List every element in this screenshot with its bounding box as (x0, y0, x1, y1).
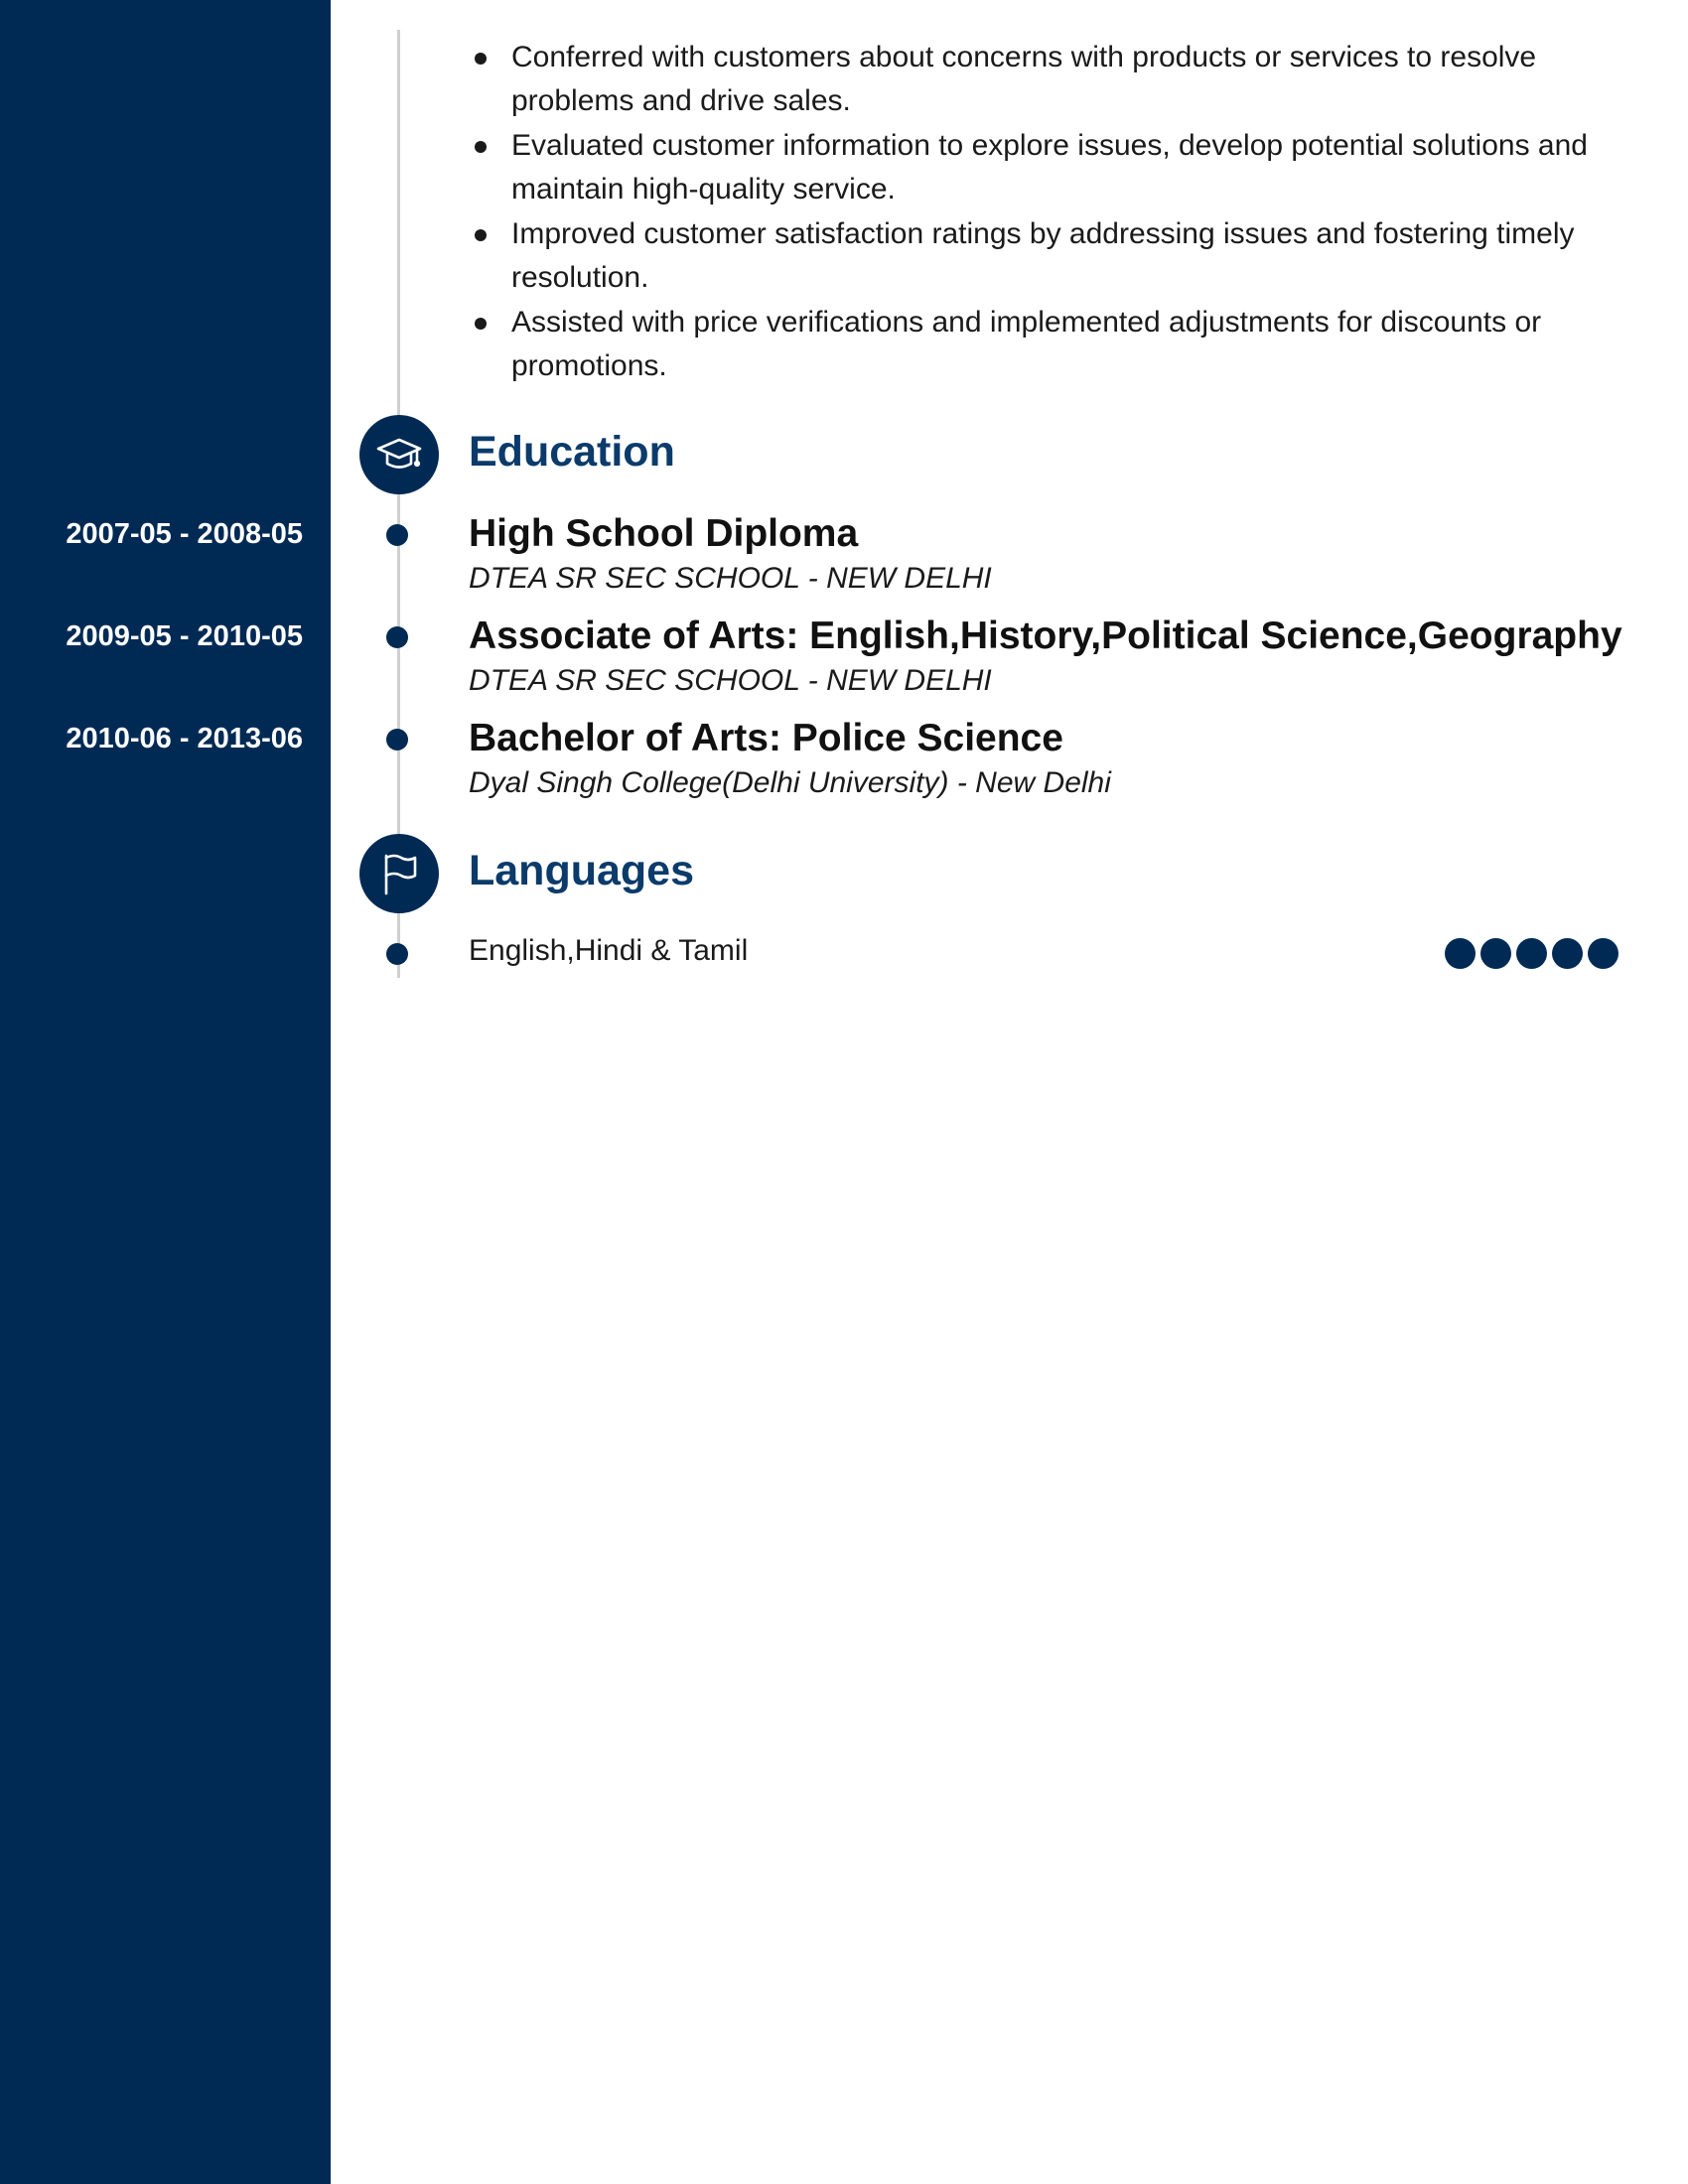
education-date: 2009-05 - 2010-05 (66, 620, 303, 652)
education-school: DTEA SR SEC SCHOOL - NEW DELHI (469, 562, 992, 595)
bullet-item: Improved customer satisfaction ratings by addressing issues and fostering timely resolution. (467, 212, 1638, 300)
education-heading: Education (469, 428, 675, 476)
education-school: Dyal Singh College(Delhi University) - New Delhi (469, 766, 1111, 799)
language-name: English,Hindi & Tamil (469, 934, 749, 967)
language-rating (1445, 938, 1618, 969)
timeline-dot (386, 626, 408, 648)
rating-dot (1445, 938, 1476, 969)
education-degree: Bachelor of Arts: Police Science (469, 717, 1063, 759)
education-date: 2007-05 - 2008-05 (66, 518, 303, 550)
flag-icon (359, 834, 439, 913)
timeline-dot (386, 729, 408, 751)
bullet-item: Evaluated customer information to explore issues, develop potential solutions and maintain high-quality service. (467, 124, 1638, 211)
rating-dot (1480, 938, 1511, 969)
education-school: DTEA SR SEC SCHOOL - NEW DELHI (469, 664, 992, 697)
rating-dot (1588, 938, 1618, 969)
sidebar (0, 0, 331, 2184)
education-degree: Associate of Arts: English,History,Political Science,Geography (469, 614, 1622, 657)
languages-heading: Languages (469, 847, 694, 894)
rating-dot (1552, 938, 1583, 969)
bullet-item: Conferred with customers about concerns with products or services to resolve problems and drive sales. (467, 36, 1638, 123)
experience-bullet-list (467, 36, 1638, 389)
education-date: 2010-06 - 2013-06 (66, 723, 303, 754)
education-degree: High School Diploma (469, 512, 859, 555)
timeline-dot (386, 943, 408, 965)
timeline-dot (386, 524, 408, 546)
rating-dot (1516, 938, 1547, 969)
graduation-cap-icon (359, 415, 439, 494)
bullet-item: Assisted with price verifications and implemented adjustments for discounts or promotions. (467, 301, 1638, 388)
